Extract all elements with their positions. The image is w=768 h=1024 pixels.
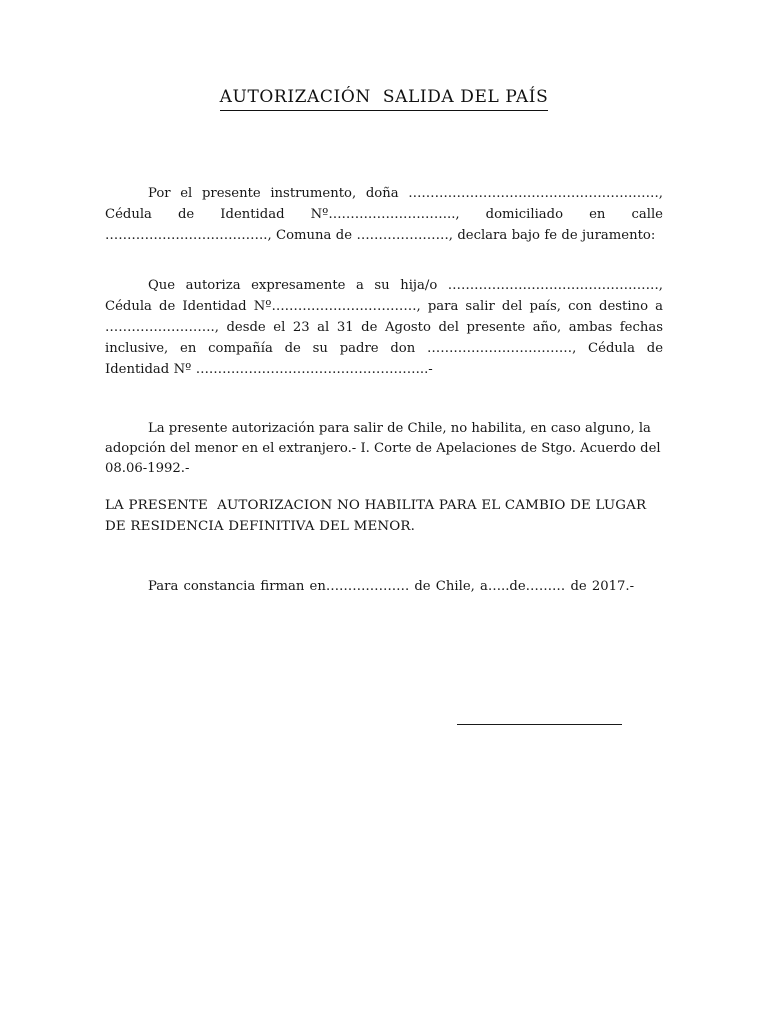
paragraph-spacer [105, 380, 663, 419]
page-title-text: AUTORIZACIÓN SALIDA DEL PAÍS [220, 86, 549, 111]
signature-rule [457, 724, 622, 725]
page-title [0, 86, 768, 111]
paragraph-spacer [105, 479, 663, 495]
paragraph-declarant: Por el presente instrumento, doña …………………………………………………, Cédula de Identidad Nº……………………….., domiciliado en calle ………………………………., Comuna de …………………, declara bajo fe de juramento: [105, 186, 668, 243]
paragraph-signing-line: Para constancia firman en………………. de Chile, a…..de……… de 2017.- [148, 579, 635, 594]
paragraph-legal-note: La presente autorización para salir de Chile, no habilita, en caso alguno, la adopción del menor en el extranjero.- I. Corte de Apelaciones de Stgo. Acuerdo del 08.06-1992.- [105, 421, 665, 476]
paragraph-spacer [105, 246, 663, 275]
paragraph-authorization: Que autoriza expresamente a su hija/o …………………………………………, Cédula de Identidad Nº……………………………, para salir del país, con destino a ……………………., desde el 23 al 31 de Agosto del presente año, ambas fechas inclusive, en compañía de su padre don ……………………………, Cédula de Identidad Nº ……………………………………………..- [105, 278, 668, 377]
document-body [105, 183, 668, 597]
paragraph-residence-warning: LA PRESENTE AUTORIZACION NO HABILITA PARA EL CAMBIO DE LUGAR DE RESIDENCIA DEFINITIVA DEL MENOR. [105, 498, 651, 534]
paragraph-spacer [105, 537, 663, 576]
